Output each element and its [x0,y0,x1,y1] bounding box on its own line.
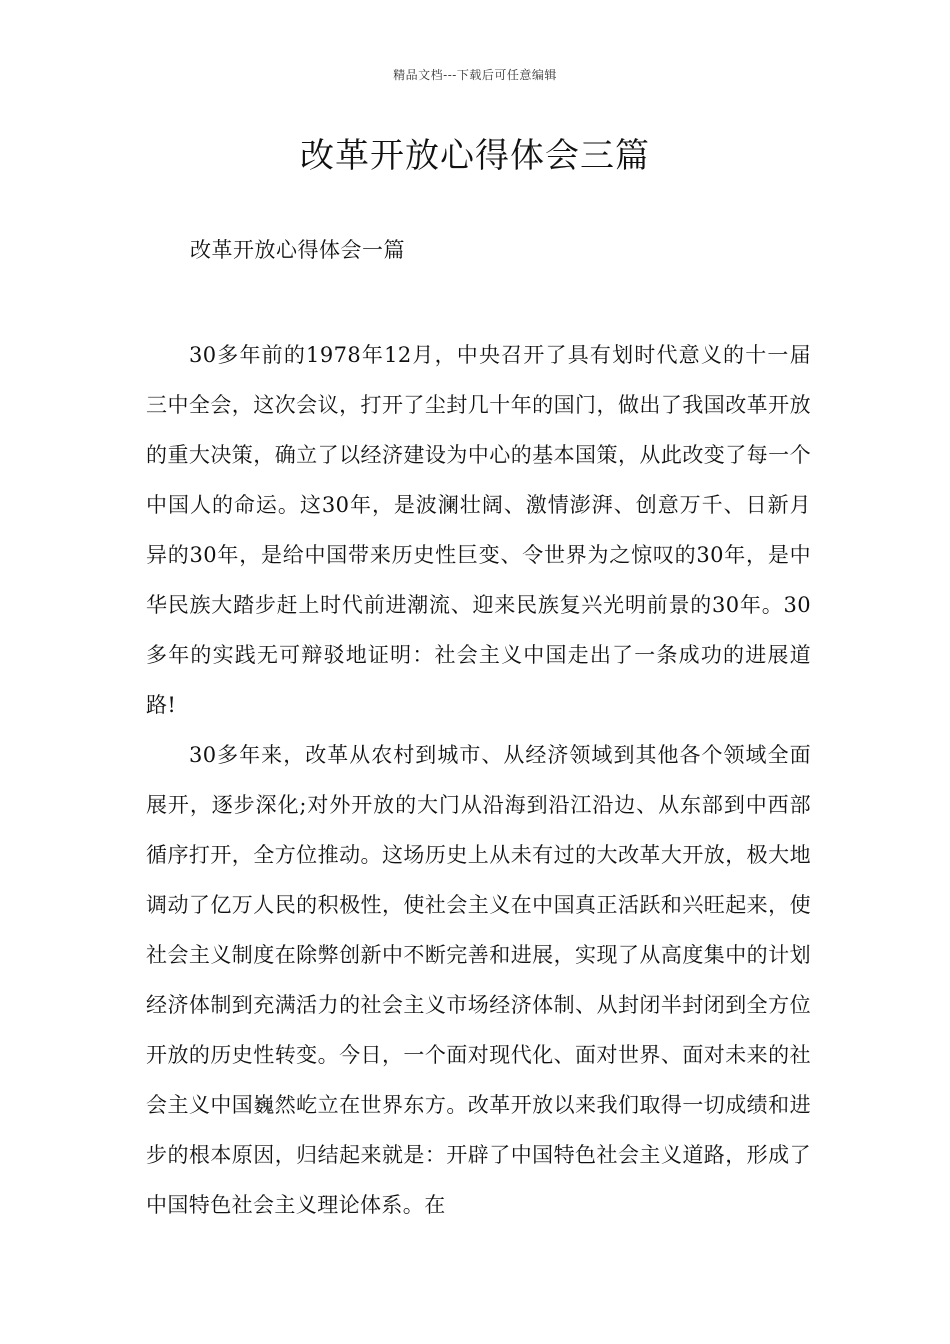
header-note: 精品文档---下载后可任意编辑 [393,68,557,82]
body-paragraph-2: 30多年来，改革从农村到城市、从经济领域到其他各个领域全面展开，逐步深化;对外开放的大门从沿海到沿江沿边、从东部到中西部循序打开，全方位推动。这场历史上从未有过的大改革大开放，极大地调动了亿万人民的积极性，使社会主义在中国真正活跃和兴旺起来，使社会主义制度在除弊创新中不断完善和进展，实现了从高度集中的计划经济体制到充满活力的社会主义市场经济体制、从封闭半封闭到全方位开放的历史性转变。今日，一个面对现代化、面对世界、面对未来的社会主义中国巍然屹立在世界东方。改革开放以来我们取得一切成绩和进步的根本原因，归结起来就是：开辟了中国特色社会主义道路，形成了中国特色社会主义理论体系。在 [146,743,811,1217]
body-paragraph-1: 30多年前的1978年12月，中央召开了具有划时代意义的十一届三中全会，这次会议，打开了尘封几十年的国门，做出了我国改革开放的重大决策，确立了以经济建设为中心的基本国策，从此改变了每一个中国人的命运。这30年，是波澜壮阔、激情澎湃、创意万千、日新月异的30年，是给中国带来历史性巨变、令世界为之惊叹的30年，是中华民族大踏步赶上时代前进潮流、迎来民族复兴光明前景的30年。30多年的实践无可辩驳地证明：社会主义中国走出了一条成功的进展道路! [146,343,811,717]
section-heading: 改革开放心得体会一篇 [190,238,405,262]
page-title: 改革开放心得体会三篇 [300,136,650,176]
